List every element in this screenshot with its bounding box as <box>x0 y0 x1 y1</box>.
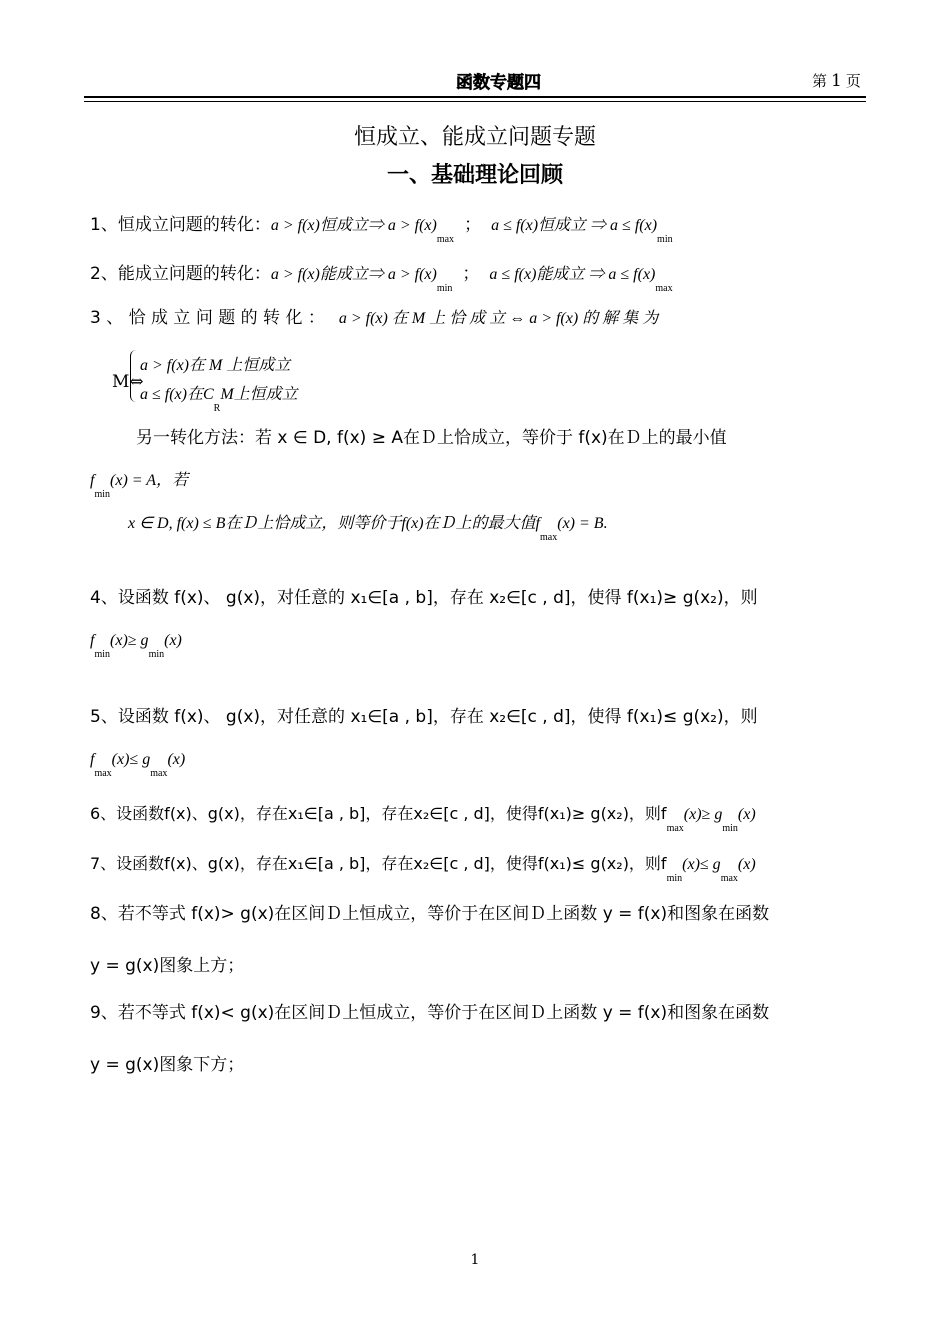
item-2-sub-b: max <box>655 283 673 294</box>
item-5-res-c: (x) <box>167 751 186 768</box>
item-5-res-b: (x)≤ g <box>111 751 151 768</box>
item-3 <box>90 303 658 328</box>
item-3-case-2-text: a ≤ f(x)在C <box>140 386 214 403</box>
item-9-text: 9、若不等式 f(x)< g(x)在区间Ｄ上恒成立，等价于在区间Ｄ上函数 y = f(x)和图象在函数 <box>90 1003 770 1023</box>
item-3-label: 3 、 恰 成 立 问 题 的 转 化 ： <box>90 308 325 328</box>
alt-method-text-2: (x) = A，若 <box>110 472 189 489</box>
item-1-sub-a: max <box>436 234 455 245</box>
item-8-cont <box>90 951 244 976</box>
item-7 <box>90 851 756 884</box>
item-3-m-equiv: M⇔ <box>112 372 144 392</box>
alt-method-text-1: 另一转化方法：若 x ∈ D, f(x) ≥ A在Ｄ上恰成立，等价于 f(x)在Ｄ上的最小值 <box>136 428 727 448</box>
item-8-text: 8、若不等式 f(x)> g(x)在区间Ｄ上恒成立，等价于在区间Ｄ上函数 y = f(x)和图象在函数 <box>90 904 770 924</box>
alt-method-line-1 <box>136 423 727 448</box>
item-1-sub-b: min <box>657 234 673 245</box>
item-4-res-sub1: min <box>94 649 111 660</box>
item-2-label: 2、能成立问题的转化： <box>90 264 271 284</box>
item-4-res-b: (x)≥ g <box>110 632 149 649</box>
alt-method-line-2 <box>90 467 188 500</box>
item-7-sub1: min <box>666 873 683 884</box>
item-6-text: 6、设函数f(x)、g(x)，存在x₁∈[a , b]，存在x₂∈[c , d]，使得f(x₁)≥ g(x₂)，则f <box>90 804 667 823</box>
item-9-cont-text: y = g(x)图象下方； <box>90 1055 245 1075</box>
alt-method-f: f <box>90 472 95 489</box>
page-prefix: 第 <box>812 72 828 90</box>
alt-method-min-sub: min <box>94 489 111 500</box>
item-8-cont-text: y = g(x)图象上方； <box>90 956 245 976</box>
header-page-indicator <box>812 70 861 91</box>
item-1 <box>90 210 673 245</box>
item-8 <box>90 899 769 924</box>
item-2-formula-a: a > f(x)能成立⇒ a > f(x) <box>270 266 437 283</box>
header-rule-thin <box>84 101 866 102</box>
item-5-result <box>90 749 185 779</box>
item-5 <box>90 702 758 727</box>
item-2-formula-b: a ≤ f(x)能成立 ⇒ a ≤ f(x) <box>489 266 656 283</box>
page-number: 1 <box>831 71 842 91</box>
item-4-res-a: f <box>90 632 95 649</box>
item-6 <box>90 801 756 834</box>
alt-method-text-3a: x ∈ D, f(x) ≤ B在Ｄ上恰成立，则等价于f(x)在Ｄ上的最大值f <box>128 515 541 532</box>
item-3-case-1-text: a > f(x)在 M 上恒成立 <box>140 357 291 374</box>
section-title: 一、基础理论回顾 <box>386 163 563 188</box>
item-2-sub-a: min <box>436 283 453 294</box>
item-7-text: 7、设函数f(x)、g(x)，存在x₁∈[a , b]，存在x₂∈[c , d]，使得f(x₁)≤ g(x₂)，则f <box>90 854 667 873</box>
item-7-sub2: max <box>720 873 738 884</box>
item-3-case-2 <box>140 381 298 414</box>
item-3-case-2-sub: R <box>213 403 221 414</box>
item-2 <box>90 259 673 294</box>
item-5-res-a: f <box>90 751 95 768</box>
alt-method-text-3b: (x) = B. <box>557 515 608 532</box>
item-5-res-sub1: max <box>94 768 112 779</box>
item-6-sub2: min <box>722 823 738 834</box>
item-5-text: 5、设函数 f(x)、 g(x)，对任意的 x₁∈[a , b]，存在 x₂∈[c , d]，使得 f(x₁)≤ g(x₂)，则 <box>90 707 758 727</box>
header-rule-thick <box>84 96 866 98</box>
item-3-formula: a > f(x) 在 M 上 恰 成 立 ⇔ a > f(x) 的 解 集 为 <box>338 310 659 327</box>
item-9-cont <box>90 1050 244 1075</box>
item-4-res-c: (x) <box>164 632 182 649</box>
header-title: 函数专题四 <box>456 73 541 93</box>
page-suffix: 页 <box>845 72 861 90</box>
case-brace <box>130 350 139 402</box>
alt-method-max-sub: max <box>540 532 558 543</box>
item-1-formula-b: a ≤ f(x)恒成立 ⇒ a ≤ f(x) <box>491 217 658 234</box>
footer-page-number: 1 <box>470 1252 480 1268</box>
item-6-end: (x) <box>737 806 756 823</box>
item-2-separator: ； <box>462 264 480 284</box>
item-7-end: (x) <box>737 856 756 873</box>
item-6-sub1: max <box>666 823 684 834</box>
item-4-text: 4、设函数 f(x)、 g(x)，对任意的 x₁∈[a , b]，存在 x₂∈[c , d]，使得 f(x₁)≥ g(x₂)，则 <box>90 588 758 608</box>
item-4-res-sub2: min <box>148 649 165 660</box>
item-1-label: 1、恒成立问题的转化： <box>90 215 271 235</box>
item-4 <box>90 583 758 608</box>
alt-method-line-3 <box>128 510 608 543</box>
item-7-mid: (x)≤ g <box>682 856 721 873</box>
item-3-case-1 <box>140 352 290 375</box>
item-5-res-sub2: max <box>150 768 168 779</box>
item-9 <box>90 998 769 1023</box>
item-1-formula-a: a > f(x)恒成立⇒ a > f(x) <box>270 217 437 234</box>
main-title: 恒成立、能成立问题专题 <box>353 125 596 150</box>
item-6-mid: (x)≥ g <box>683 806 723 823</box>
item-3-case-2-end: M上恒成立 <box>220 386 298 403</box>
item-4-result <box>90 630 182 660</box>
item-1-separator: ； <box>464 215 482 235</box>
